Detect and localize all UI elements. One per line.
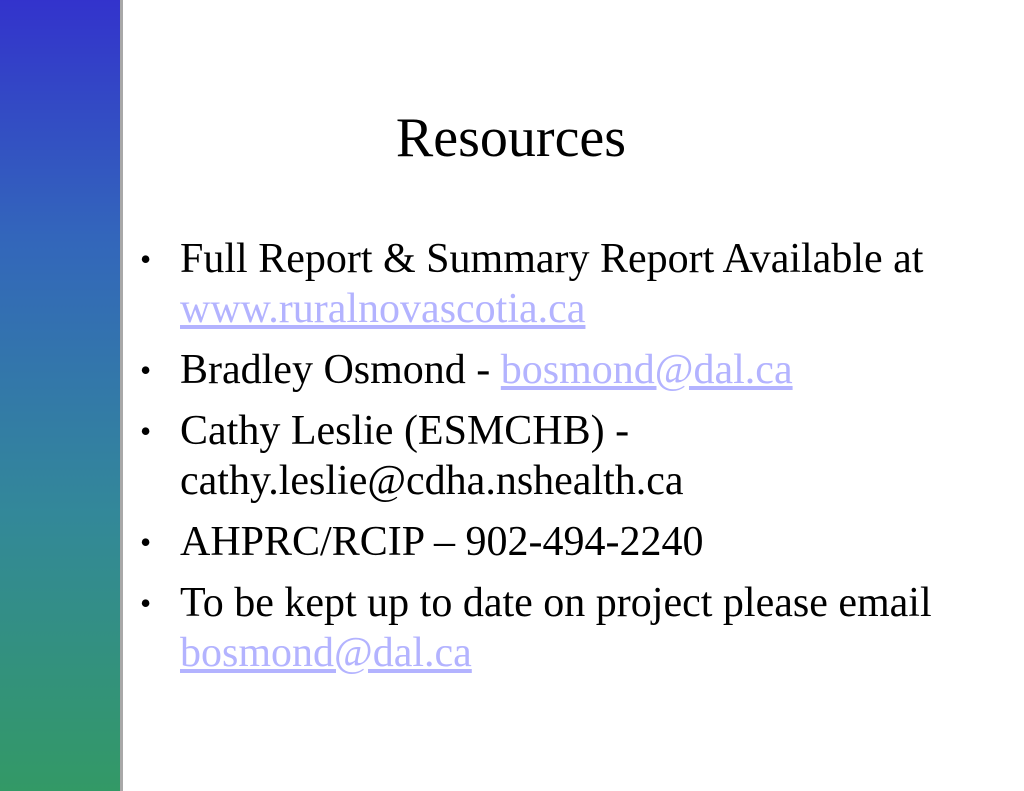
side-gradient-band — [0, 0, 120, 791]
bullet-list — [140, 234, 1000, 689]
bullet-icon: • — [140, 413, 152, 449]
bullet-item-osmond — [140, 345, 1000, 395]
bullet-icon: • — [140, 524, 152, 560]
bullet-item-leslie — [140, 406, 1000, 506]
bullet-item-report — [140, 234, 1000, 334]
bullet-text: Bradley Osmond - — [180, 347, 501, 393]
bullet-item-phone — [140, 517, 1000, 567]
email-link[interactable]: bosmond@dal.ca — [180, 630, 472, 676]
website-link[interactable]: www.ruralnovascotia.ca — [180, 286, 586, 332]
email-link[interactable]: bosmond@dal.ca — [500, 347, 793, 393]
bullet-text: Full Report & Summary Report Available at — [180, 236, 924, 282]
bullet-item-updates — [140, 578, 1000, 678]
bullet-text: Cathy Leslie (ESMCHB) - cathy.leslie@cdha.nshealth.ca — [180, 408, 684, 504]
slide-title: Resources — [395, 107, 627, 169]
bullet-text: AHPRC/RCIP – 902-494-2240 — [180, 519, 704, 565]
bullet-icon: • — [140, 241, 152, 277]
bullet-icon: • — [140, 352, 152, 388]
bullet-icon: • — [140, 585, 152, 621]
bullet-text: To be kept up to date on project please email — [180, 580, 932, 626]
